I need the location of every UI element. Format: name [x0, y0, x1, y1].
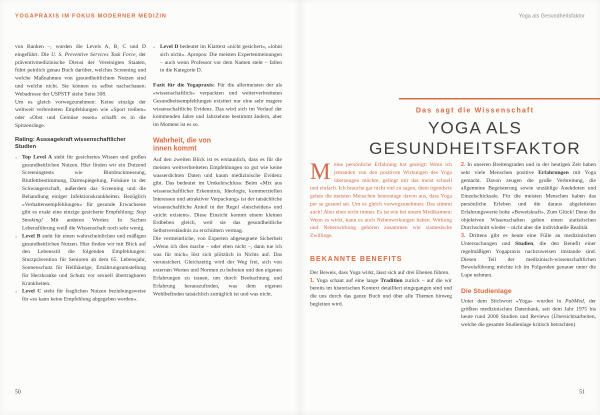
paragraph-pubmed: Unter dem Stichwort «Yoga» wurden in PubMed, der größten medizinischen Datenbank, seit dem Jahr 1975 bis heute rund 2000 Studien und Reviews (Übersichtsarbeiten, welche die gesamte Studienlage kritisch betrachten) [461, 297, 597, 328]
page-number-right: 51 [579, 389, 585, 395]
paragraph-zweiter-blick: Auf den zweiten Blick ist es erstaunlich, dass es für die meisten weitverbreiteten Empfehlungen so gut wie keine wasserdichten Daten und kaum medizinische Evidenz gibt. Das bedeutet im Umkehrschluss: Beim «Mix aus wissenschaftlicher Erkenntnis, Ideologie, kommerziellen Interessen und attraktiver Verpackung» ist der tatsächliche wissenschaftliche Anteil in der Regel «bescheiden» und «nicht existent». Diese Einsicht kommt einem kleinen Erdbeben gleich, weil sie das gesundheitliche Selbstverständnis zu erschüttern vermag. [153, 156, 282, 234]
right-page-column-2 [461, 161, 596, 329]
right-page-column-1 [310, 158, 453, 308]
chapter-title-line-1: YOGA ALS [427, 118, 523, 138]
bullet-item-level-c: ▪ Level C steht für fraglichen Nutzen beziehungsweise für «es kann keine Empfehlung abgegeben werden». [15, 288, 146, 303]
bullet-icon: ▪ [153, 45, 155, 50]
item-number: 2. [461, 161, 466, 168]
running-head-right: Yoga als Gesundheitsfaktor [518, 13, 585, 19]
spine-shadow [294, 0, 306, 415]
drop-cap: M [310, 158, 331, 184]
section-heading-rating: Rating: Aussagekraft wissenschaftlicher Studien [15, 136, 126, 150]
bullet-item-level-d: ▪ Level D bedeutet im Klartext «nicht gesichert», «lohnt sich nicht». Apropos: Die meisten Expertenmeinungen – auch wenn Professor vor dem Namen steht – fallen in die Kategorie D. [153, 43, 282, 74]
bullet-item-level-b: ▪ Level B steht für einen wahrscheinlichen und mäßigen gesundheitlichen Nutzen. Hier finden wir mit Blick auf den Lebensstil die folgenden Empfehlungen: Sturzprävention für Senioren ab dem 65. Lebensjahr, Sonnenschutz für Hellhäutige, Ernährungsumstellung für Herzkranke und Schutz vor sexuell übertragbaren Krankheiten. [15, 232, 146, 287]
section-heading-studienlage: Die Studienlage [461, 286, 512, 295]
chapter-opener [352, 106, 598, 159]
bullet-icon: ▪ [15, 155, 17, 160]
page-number-left: 50 [15, 389, 21, 395]
paragraph-fazit: Fazit für die Yogapraxis: Für die allermeisten der als «wissenschaftlich» verpackten und weiterverbreiteten Gesundheitsempfehlungen existiert nur eine sehr magere wissenschaftliche Evidenz. Das wird sich im Verlauf der kommenden Jahre und Jahrzehnte bestimmt ändern, aber im Moment ist es so. [153, 82, 282, 128]
item-number: 3. [461, 232, 466, 239]
chapter-kicker: Das sagt die Wissenschaft [415, 106, 535, 114]
bullet-icon: ▪ [15, 234, 17, 239]
numbered-item-3: 3. Drittens gibt es heute eine Fülle an medizinischen Untersuchungen und Studien, die den Benefit einer regelmäßigen Yogapraxis nachzuweisen imstande sind. Diesen Teil der medizinisch-wissenschaftlichen Beweisführung möchte ich im Folgenden genauer unter die Lupe nehmen. [461, 232, 597, 279]
chapter-title [352, 118, 598, 159]
paragraph-banken: von Banken –, wurden die Levels A, B, C und D eingeführt. Die U. S. Preventive Services Task Force, der präventivmedizinische Dienst der Vereinigten Staaten, führt peinlich genau Buch darüber, welches Screening und welche Maßnahmen von gesundheitlichem Nutzen sind und welche nicht. Sie können es selbst nachschauen: Webadresse der USPSTF siehe Seite 308. [15, 43, 146, 97]
left-page-column-1 [15, 43, 146, 303]
paragraph-beweis: Der Beweis, dass Yoga wirkt, lässt sich auf drei Ebenen führen. [310, 269, 450, 276]
bullet-item-level-a: ▪ Top Level A steht für gesichertes Wissen und großen gesundheitlichen Nutzen. Hier finden wir ein Dutzend Screeningtests wie Blutdruckmessung, Blutfettbestimmung, Darmspiegelung, Folsäure in der Schwangerschaft, außerdem das Screening und die Behandlung einiger Infektionskrankheiten. Bezüglich «Verhaltensempfehlungen» für gesunde Erwachsene gibt es exakt eine einzige gesicherte Empfehlung: Stop Smoking! Mit anderen Worten: In Sachen Lebensführung weiß die Wissenschaft noch sehr wenig. [15, 153, 146, 231]
numbered-item-1: 1. Yoga schaut auf eine lange Tradition zurück – auf die wir bereits im historischen Kontext detailliert eingegangen sind und die uns durch das ganze Buch und über alle Themen hinweg begleiten wird. [310, 277, 453, 307]
paragraph-sicherheit: Die vermeintliche, von Experten abgesegnete Sicherheit «Wenn ich dies mache – oder eben nicht –, dann tue ich was für mich» löst sich plötzlich in Nichts auf. Das verunsichert. Gleichzeitig wird der Weg frei, sich von externen Werten und Normen zu befreien und den eigenen Erfahrungen zu trauen, um durch Beobachtung und Erfahrung herauszufinden, was dem eigenen Wohlbefinden tatsächlich zuträglich ist und was nicht. [153, 235, 282, 297]
paragraph-vorwegnahme: Um es gleich vorwegzunehmen: Keine einzige der weltweit verbreiteten Empfehlungen wie «Sport treiben» oder «Obst und Gemüse essen» schafft es in die Spitzenränge. [15, 98, 146, 129]
numbered-item-2: 2. In unseren Breitengraden und in der heutigen Zeit haben sehr viele Menschen positive Erfahrungen mit Yoga gemacht. Davon zeugen die große Verbreitung, die allgemeine Begeisterung sowie unzählige Anekdoten und Einzelschicksale. Für die meisten Menschen haben das persönliche Erleben und die daraus abgeleiteten Erfahrungswerte hohe «Beweiskraft». Zum Glück! Denn die objektiven Wissenschaften geben einen statistischen Durchschnitt wieder – nicht aber die individuelle Realität. [461, 161, 596, 231]
chapter-title-line-2: GESUNDHEITSFAKTOR [369, 139, 581, 158]
accent-rule [399, 98, 600, 100]
left-page-column-2 [153, 43, 282, 298]
section-heading-wahrheit: Wahrheit, die von innen kommt [153, 135, 212, 153]
item-number: 1. [310, 277, 315, 284]
intro-paragraph: Meine persönliche Erfahrung hat gezeigt: Wenn ich jemanden von den positiven Wirkungen des Yoga überzeugen möchte, gelingt mir das meist schnell und einfach. Ich brauche gar nicht viel zu sagen, denn irgendwie gehen die meisten Menschen heutzutage davon aus, dass Yoga per se gesund sei. Um es gleich vorwegzunehmen: Das stimmt auch! Aber eben nicht immer. Es ist wie bei einem Medikament: Wenn es wirkt, kann es auch Nebenwirkungen haben. Wirkung und Nebenwirkung gehören zusammen wie siamesische Zwillinge. [310, 158, 452, 239]
bullet-icon: ▪ [15, 289, 17, 295]
running-head-left: YOGAPRAXIS IM FOKUS MODERNER MEDIZIN [15, 13, 167, 19]
section-heading-benefits: BEKANNTE BENEFITS [310, 254, 403, 263]
